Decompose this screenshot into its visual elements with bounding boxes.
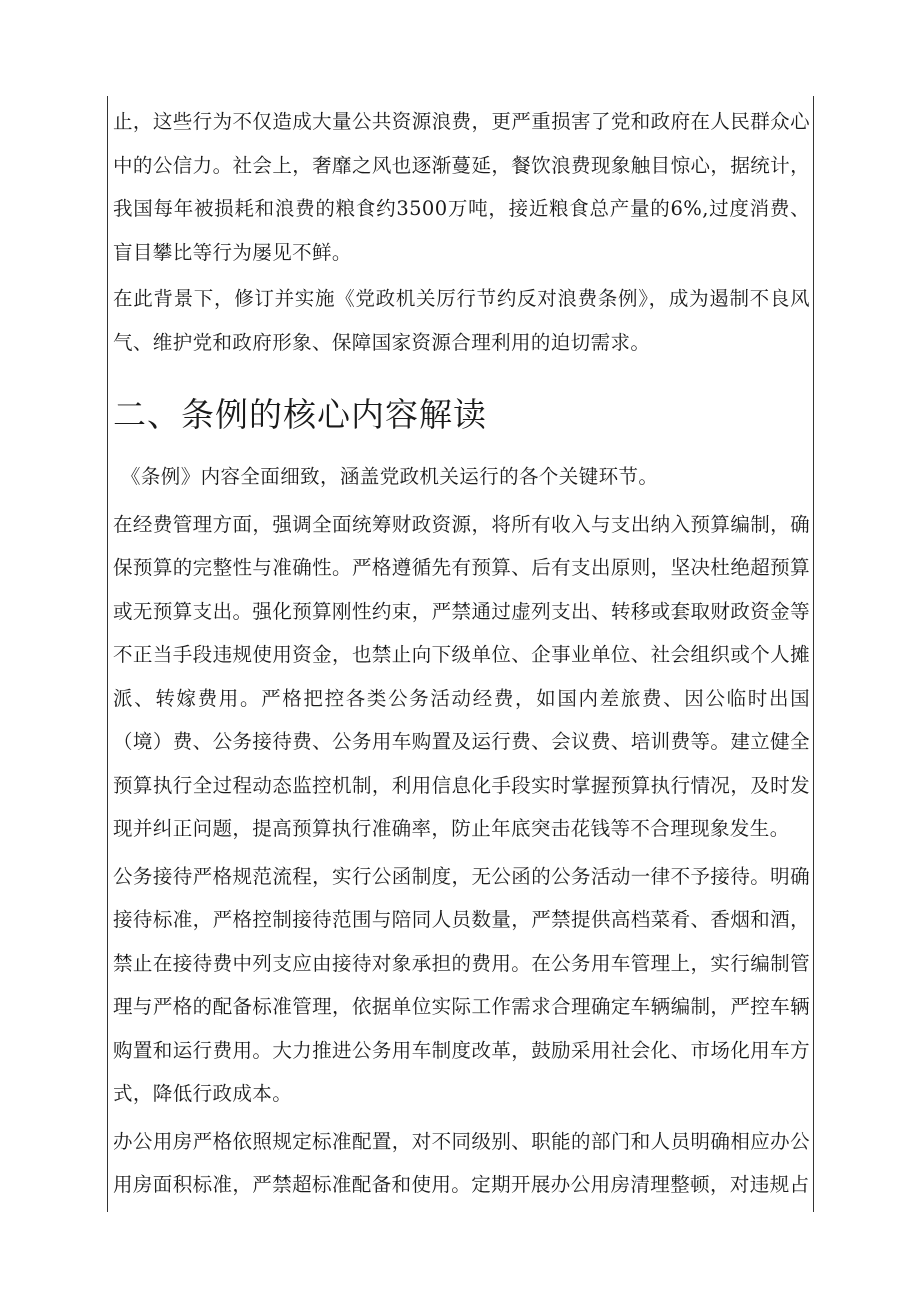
paragraph-office-space: 办公用房严格依照规定标准配置，对不同级别、职能的部门和人员明确相应办公用房面积标准，严禁超标准配备和使用。定期开展办公用房清理整顿，对违规占 (113, 1129, 810, 1196)
paragraph-official-reception: 公务接待严格规范流程，实行公函制度，无公函的公务活动一律不予接待。明确接待标准，严格控制接待范围与陪同人员数量，严禁提供高档菜肴、香烟和酒，禁止在接待费中列支应由接待对象承担的费用。在公务用车管理上，实行编制管理与严格的配备标准管理，依据单位实际工作需求合理确定车辆编制，严控车辆购置和运行费用。大力推进公务用车制度改革，鼓励采用社会化、市场化用车方式，降低行政成本。 (113, 864, 810, 1105)
paragraph-regulation-context: 在此背景下，修订并实施《党政机关厉行节约反对浪费条例》，成为遏制不良风气、维护党和政府形象、保障国家资源合理利用的迫切需求。 (113, 287, 810, 354)
paragraph-budget-management: 在经费管理方面，强调全面统筹财政资源，将所有收入与支出纳入预算编制，确保预算的完整性与准确性。严格遵循先有预算、后有支出原则，坚决杜绝超预算或无预算支出。强化预算刚性约束，严禁通过虚列支出、转移或套取财政资金等不正当手段违规使用资金，也禁止向下级单位、企事业单位、社会组织或个人摊派、转嫁费用。严格把控各类公务活动经费，如国内差旅费、因公临时出国（境）费、公务接待费、公务用车购置及运行费、会议费、培训费等。建立健全预算执行全过程动态监控机制，利用信息化手段实时掌握预算执行情况，及时发现并纠正问题，提高预算执行准确率，防止年底突击花钱等不合理现象发生。 (113, 512, 810, 840)
paragraph-background-waste: 止，这些行为不仅造成大量公共资源浪费，更严重损害了党和政府在人民群众心中的公信力。社会上，奢靡之风也逐渐蔓延，餐饮浪费现象触目惊心，据统计，我国每年被损耗和浪费的粮食约3500万吨，接近粮食总产量的6%,过度消费、盲目攀比等行为屡见不鲜。 (113, 110, 810, 264)
section-intro: 《条例》内容全面细致，涵盖党政机关运行的各个关键环节。 (121, 465, 659, 488)
document-body (113, 100, 810, 1207)
section-heading: 二、条例的核心内容解读 (113, 395, 487, 434)
